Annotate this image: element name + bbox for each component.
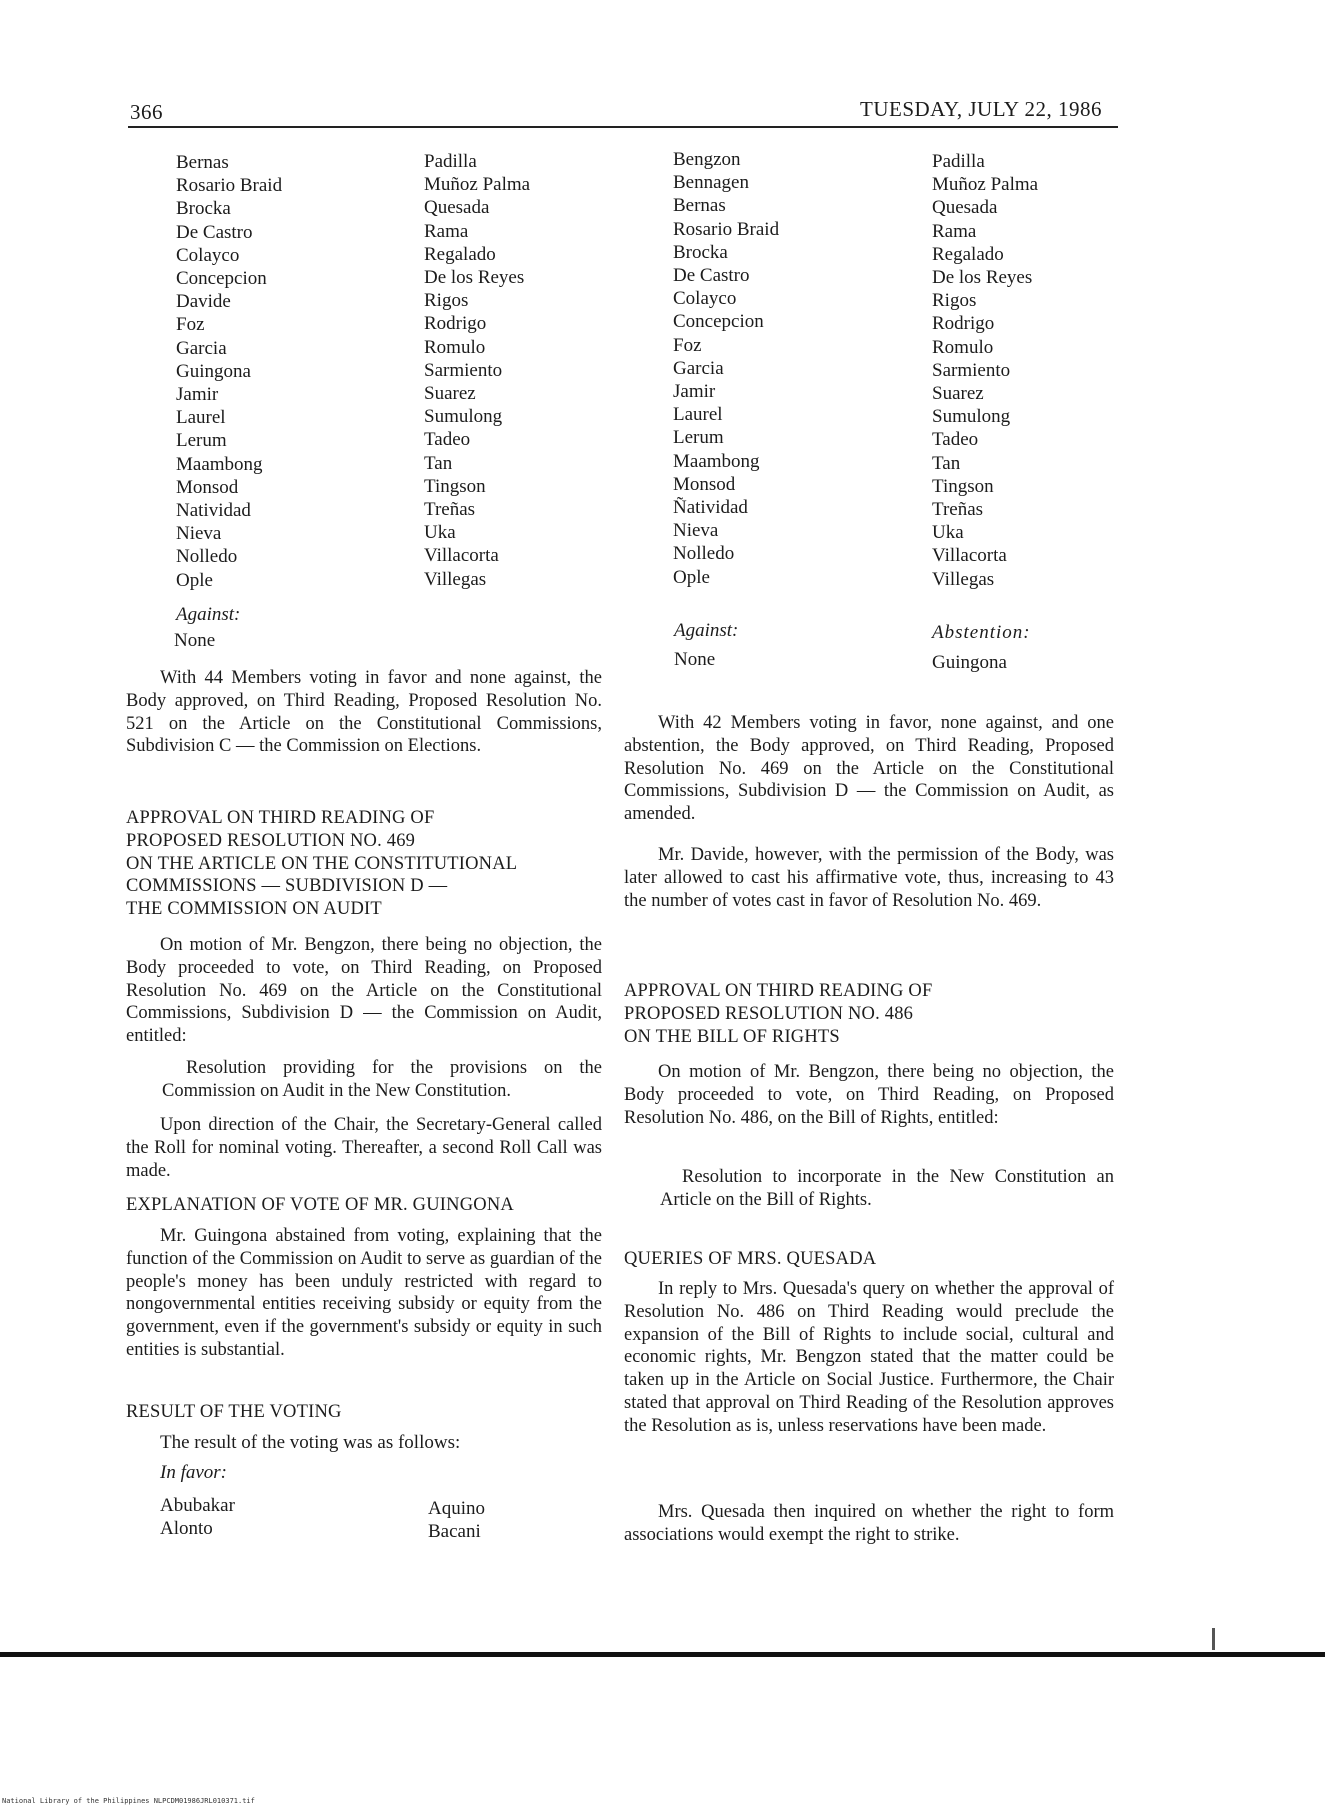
paragraph-vote-44-text: With 44 Members voting in favor and none against, the Body approved, on Third Reading, Proposed Resolution No. 521 on the Article on the Constitutional Commissions, Subdivision C — the Commission on Elections. [126,668,602,757]
member-name: Nolledo [673,543,735,565]
member-name: Treñas [424,499,476,521]
member-name: Brocka [673,241,728,263]
member-name: Romulo [424,336,486,358]
paragraph-quesada-2 [624,1501,1114,1547]
heading-line: APPROVAL ON THIRD READING OF [624,981,933,1001]
member-name: Foz [176,314,205,336]
member-name: Uka [424,522,456,544]
header-rule [128,126,1118,128]
member-name: Rigos [932,290,977,312]
member-name: Maambong [673,450,760,472]
in-favor-list-col2 [428,1497,485,1543]
member-name: Uka [932,522,964,544]
member-name: Bernas [176,152,229,173]
member-name: Sumulong [424,406,503,428]
member-name: Maambong [176,453,263,475]
member-name: Tadeo [932,429,979,451]
page-bottom-bar [0,1652,1325,1657]
member-name: Nolledo [176,546,238,568]
member-name: Padilla [932,151,985,172]
heading-line: COMMISSIONS — SUBDIVISION D — [126,876,448,897]
member-name: Ople [673,566,710,588]
member-name: Nieva [176,523,222,545]
member-name: Rama [932,220,977,242]
member-name: Regalado [932,243,1004,265]
member-name: De los Reyes [932,267,1033,289]
scan-footer: National Library of the Philippines NLPCDM01986JRL010371.tif [2,1797,255,1805]
member-name: Padilla [424,151,477,172]
member-name: Quesada [932,197,998,219]
member-name: Sarmiento [424,359,503,381]
paragraph-rollcall-text: Upon direction of the Chair, the Secretary-General called the Roll for nominal voting. Thereafter, a second Roll Call was made. [126,1115,602,1181]
member-name: Sarmiento [932,359,1011,381]
member-name: Rodrigo [424,313,487,335]
left-favor-list-col1 [176,151,282,592]
paragraph-davide-text: Mr. Davide, however, with the permission of the Body, was later allowed to cast his affirmative vote, thus, increasing to 43 the number of votes cast in favor of Resolution No. 469. [624,845,1114,911]
abstention-label: Abstention: [932,622,1031,643]
member-name: Monsod [176,476,239,498]
member-name: Aquino [428,1498,485,1519]
member-name: Rama [424,220,469,242]
member-name: Colayco [673,288,737,310]
member-name: Villacorta [932,545,1007,567]
member-name: Suarez [932,383,984,405]
member-name: Tadeo [424,429,471,451]
abstention-value: Guingona [932,652,1007,673]
member-name: Villegas [932,568,995,590]
paragraph-quesada-1-text: In reply to Mrs. Quesada's query on whether the approval of Resolution No. 486 on Third Reading would preclude the expansion of the Bill of Rights to include social, cultural and economic rights, Mr. Bengzon stated that the matter could be taken up in the Article on Social Justice. Furthermore, the Chair stated that approval on Third Reading of the Resolution approves the Resolution as is, unless reservations have been made. [624,1279,1114,1436]
member-name: Natividad [176,500,251,522]
member-name: Concepcion [673,311,764,333]
paragraph-motion-469 [126,934,602,1048]
member-name: Jamir [673,381,716,403]
member-name: Lerum [176,430,227,452]
paragraph-motion-486 [624,1061,1114,1129]
member-name: Abubakar [160,1495,235,1516]
quote-resolution-486-text: Resolution to incorporate in the New Constitution an Article on the Bill of Rights. [660,1167,1114,1210]
member-name: Rigos [424,290,469,312]
member-name: Tingson [932,475,994,497]
member-name: Tingson [424,475,486,497]
left-against-label: Against: [176,604,241,625]
member-name: Quesada [424,197,490,219]
member-name: Rodrigo [932,313,995,335]
member-name: Garcia [176,337,227,359]
heading-line: PROPOSED RESOLUTION NO. 486 [624,1003,914,1024]
left-against-value: None [174,630,216,651]
right-against-label: Against: [674,620,739,641]
result-intro: The result of the voting was as follows: [160,1432,461,1453]
member-name: Tan [424,452,453,474]
member-name: Bengzon [673,149,741,170]
member-name: Ople [176,569,213,591]
paragraph-davide [624,844,1114,912]
paragraph-motion-469-text: On motion of Mr. Bengzon, there being no objection, the Body proceeded to vote, on Third Reading, on Proposed Resolution No. 469 on the Article on the Constitutional Commissions, Subdivision D — the Commission on Audit, entitled: [126,935,602,1047]
heading-line: ON THE BILL OF RIGHTS [624,1026,840,1047]
member-name: Foz [673,334,702,356]
quote-resolution-469-text: Resolution providing for the provisions on the Commission on Audit in the New Constitution. [162,1058,602,1101]
member-name: Suarez [424,383,476,405]
member-name: Laurel [176,407,226,429]
in-favor-list-col1 [160,1494,235,1540]
member-name: Brocka [176,198,231,220]
right-favor-list-col2 [932,150,1038,591]
heading-approval-469 [126,807,517,921]
heading-line: APPROVAL ON THIRD READING OF [126,808,435,828]
member-name: Jamir [176,384,219,406]
paragraph-vote-42 [624,712,1114,826]
member-name: Laurel [673,404,723,426]
member-name: Tan [932,452,961,474]
right-against-value: None [674,649,716,670]
member-name: Colayco [176,244,240,266]
member-name: De Castro [176,221,253,243]
paragraph-vote-44 [126,667,602,758]
heading-line: ON THE ARTICLE ON THE CONSTITUTIONAL [126,853,518,874]
heading-quesada: QUERIES OF MRS. QUESADA [624,1249,877,1269]
member-name: Guingona [176,360,251,382]
paragraph-guingona [126,1225,602,1362]
member-name: Bernas [673,195,726,217]
member-name: Villacorta [424,545,499,567]
member-name: Romulo [932,336,994,358]
paragraph-motion-486-text: On motion of Mr. Bengzon, there being no objection, the Body proceeded to vote, on Third Reading, on Proposed Resolution No. 486, on the Bill of Rights, entitled: [624,1062,1114,1128]
member-name: Concepcion [176,268,267,290]
quote-resolution-469 [162,1057,602,1103]
member-name: Davide [176,291,231,313]
member-name: Rosario Braid [673,218,780,240]
heading-approval-486 [624,980,932,1048]
paragraph-vote-42-text: With 42 Members voting in favor, none against, and one abstention, the Body approved, on Third Reading, Proposed Resolution No. 469 on the Article on the Constitutional Commissions, Subdivision D — the Commission on Audit, as amended. [624,713,1114,825]
member-name: Monsod [673,473,736,495]
member-name: Muñoz Palma [424,174,531,196]
member-name: Nieva [673,520,719,542]
member-name: Treñas [932,499,984,521]
in-favor-label: In favor: [160,1462,228,1483]
member-name: Muñoz Palma [932,174,1039,196]
quote-resolution-486 [660,1166,1114,1212]
member-name: Bennagen [673,172,749,194]
scan-mark [1212,1628,1215,1650]
heading-line: PROPOSED RESOLUTION NO. 469 [126,830,416,851]
heading-result-voting: RESULT OF THE VOTING [126,1402,342,1422]
member-name: Ñatividad [673,497,748,519]
member-name: Lerum [673,427,724,449]
paragraph-guingona-text: Mr. Guingona abstained from voting, explaining that the function of the Commission on Audit to serve as guardian of the people's money has been unduly restricted with regard to nongovernmental entities receiving subsidy or equity from the government, even if the government's subsidy or equity in such entities is substantial. [126,1226,602,1360]
left-favor-list-col2 [424,150,530,591]
member-name: Rosario Braid [176,175,283,197]
page-number: 366 [130,100,163,124]
paragraph-quesada-2-text: Mrs. Quesada then inquired on whether the right to form associations would exempt the right to strike. [624,1502,1114,1545]
heading-guingona: EXPLANATION OF VOTE OF MR. GUINGONA [126,1195,514,1215]
member-name: Villegas [424,568,487,590]
member-name: Alonto [160,1518,213,1540]
page-date: TUESDAY, JULY 22, 1986 [860,97,1103,121]
member-name: Bacani [428,1521,481,1543]
paragraph-rollcall [126,1114,602,1182]
member-name: De Castro [673,265,750,287]
member-name: Garcia [673,357,724,379]
right-favor-list-col1 [673,148,779,589]
heading-line: THE COMMISSION ON AUDIT [126,899,382,920]
paragraph-quesada-1 [624,1278,1114,1438]
member-name: De los Reyes [424,267,525,289]
member-name: Sumulong [932,406,1011,428]
member-name: Regalado [424,243,496,265]
